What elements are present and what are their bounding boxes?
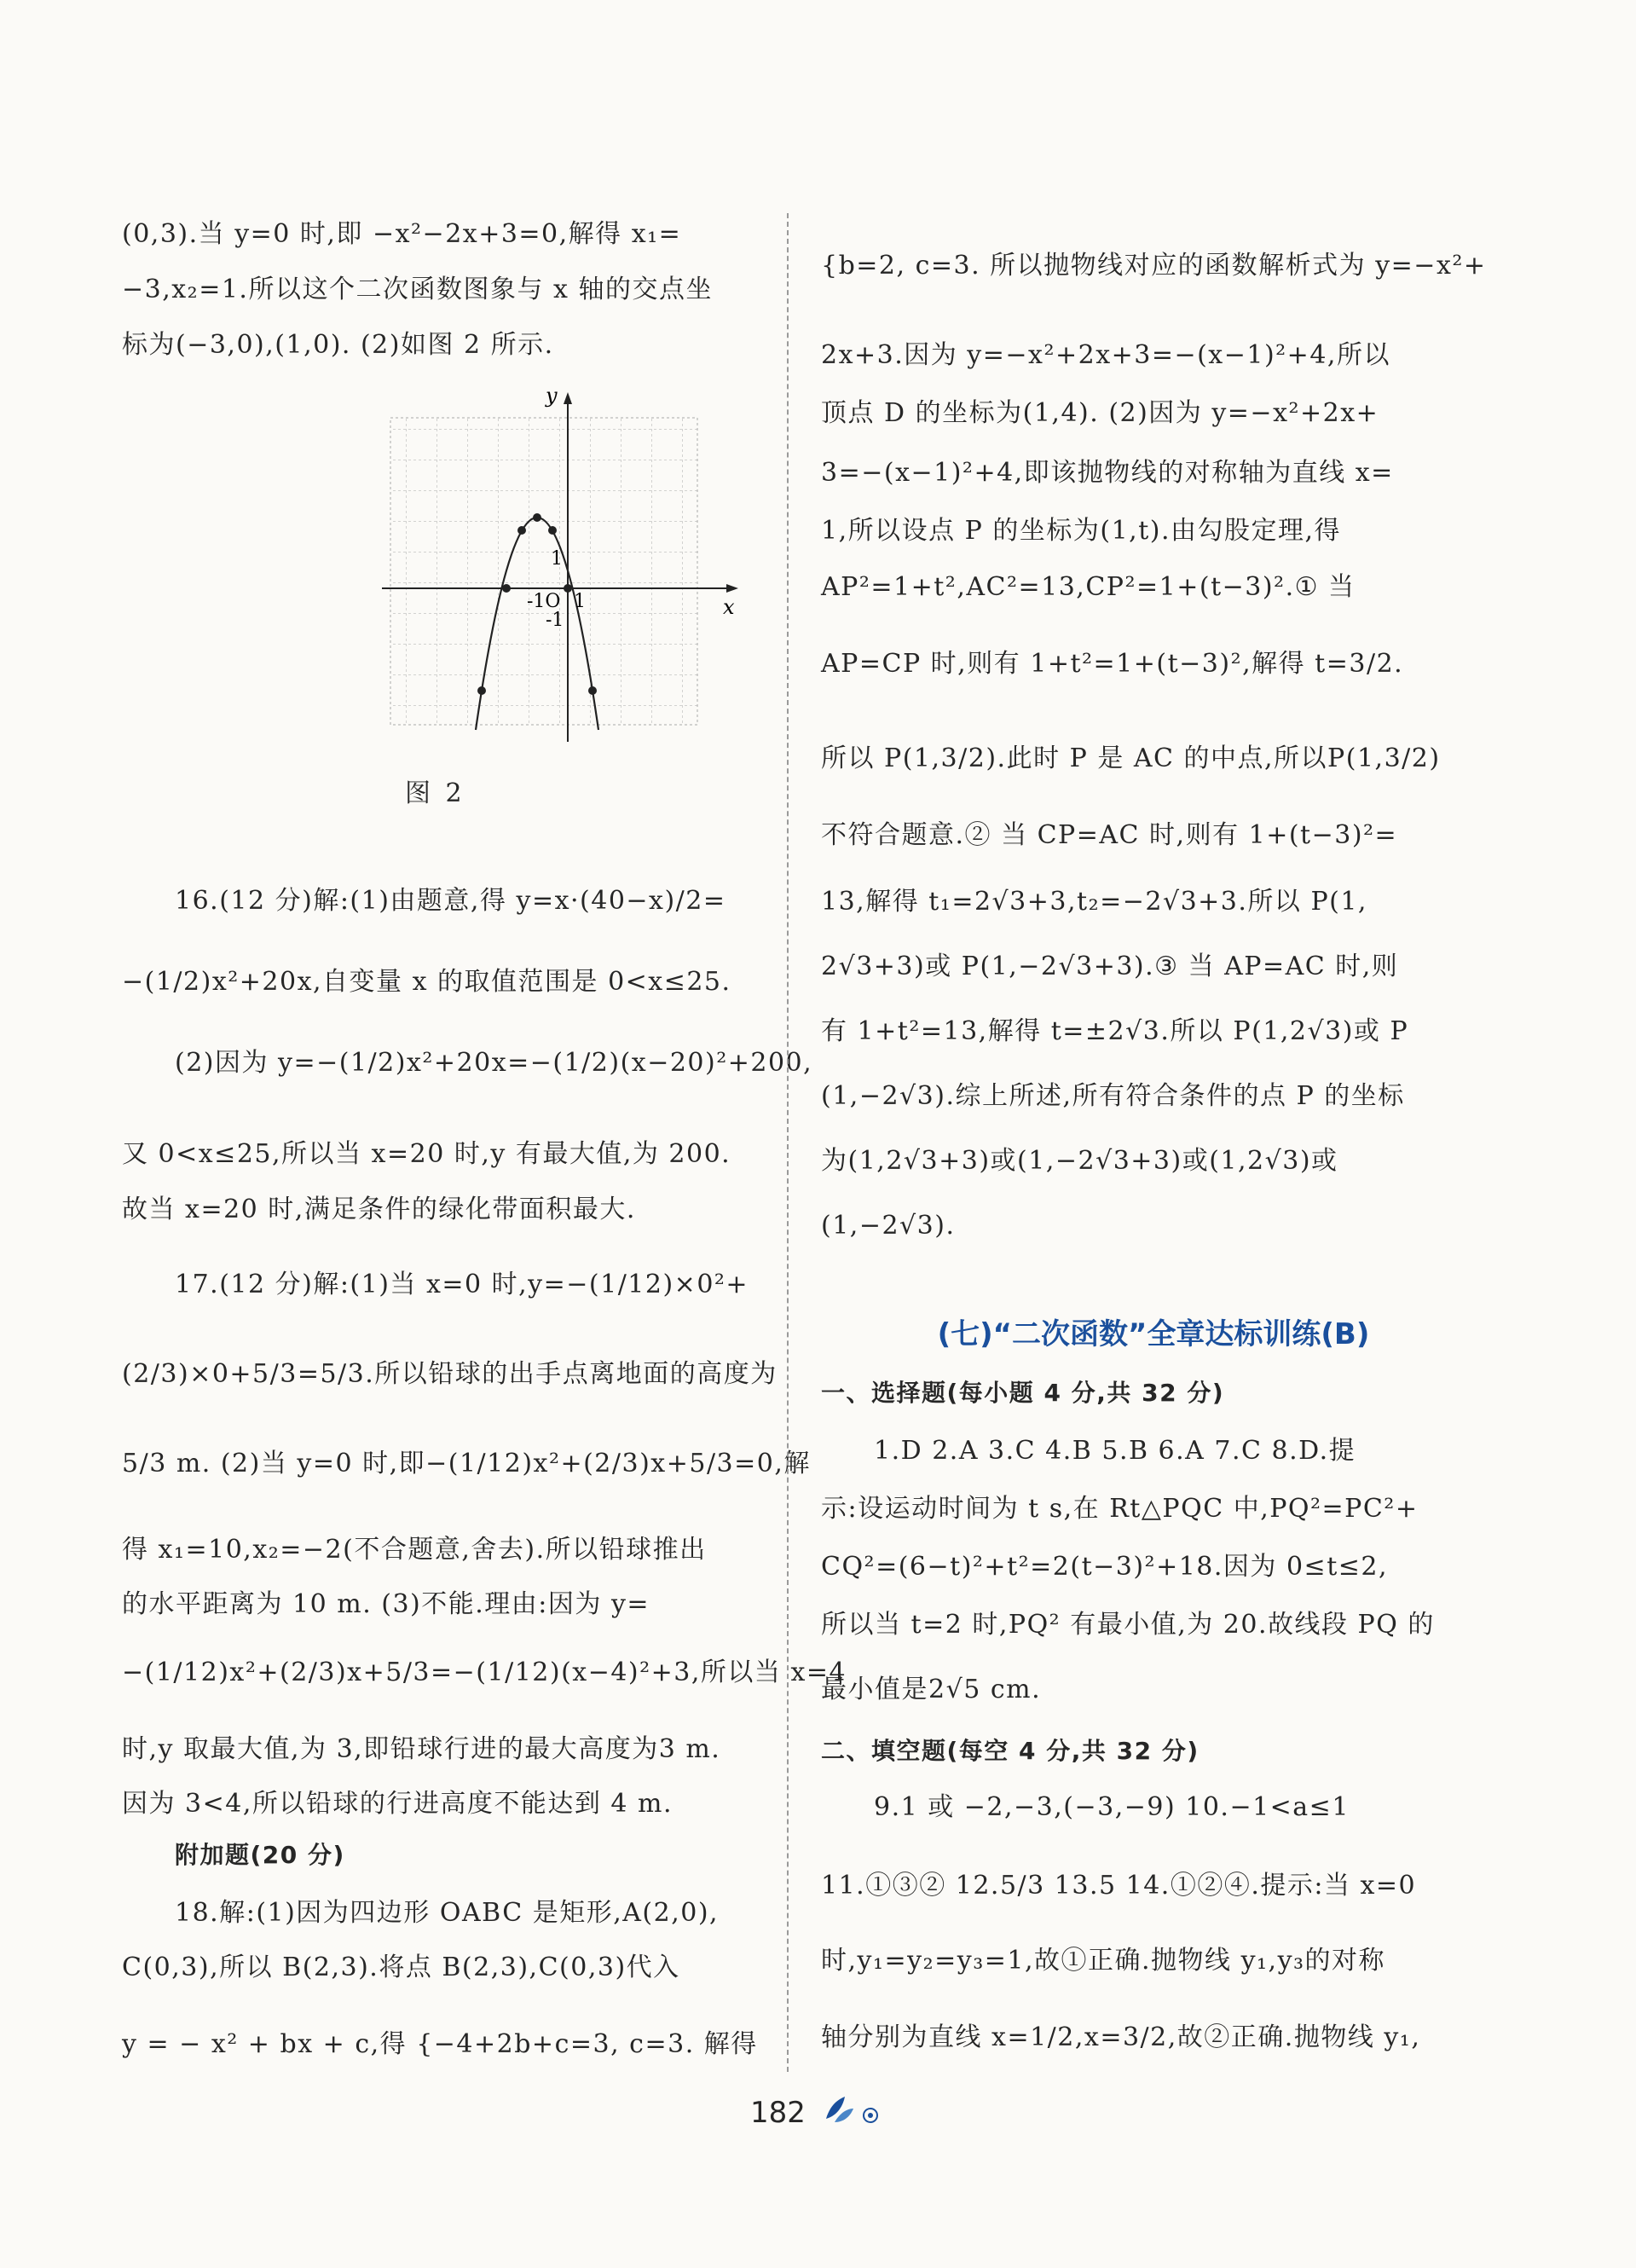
x-tick-label: 1 [574, 591, 586, 612]
section-heading: 二、填空题(每空 4 分,共 32 分) [821, 1737, 1200, 1765]
left-column [122, 0, 847, 2268]
text-line: 2√3+3)或 P(1,−2√3+3).③ 当 AP=AC 时,则 [821, 952, 1399, 981]
text-line: 为(1,2√3+3)或(1,−2√3+3)或(1,2√3)或 [821, 1146, 1338, 1176]
text-line: y = − x² + bx + c,得 {−4+2b+c=3, c=3. 解得 [122, 2029, 758, 2059]
text-line: 1,所以设点 P 的坐标为(1,t).由勾股定理,得 [821, 516, 1342, 546]
text-line: 时,y 取最大值,为 3,即铅球行进的最大高度为3 m. [122, 1734, 721, 1764]
text-line: 2x+3.因为 y=−x²+2x+3=−(x−1)²+4,所以 [821, 340, 1390, 370]
curve-point [502, 584, 511, 593]
y-tick-label: -1 [546, 610, 564, 631]
text-line: 17.(12 分)解:(1)当 x=0 时,y=−(1/12)×0²+ [175, 1270, 749, 1299]
text-line: AP=CP 时,则有 1+t²=1+(t−3)²,解得 t=3/2. [821, 649, 1404, 679]
text-line: 时,y₁=y₂=y₃=1,故①正确.抛物线 y₁,y₃的对称 [821, 1946, 1386, 1976]
text-line: −(1/2)x²+20x,自变量 x 的取值范围是 0<x≤25. [122, 967, 731, 997]
text-line: 13,解得 t₁=2√3+3,t₂=−2√3+3.所以 P(1, [821, 887, 1367, 917]
page-number: 182 [750, 2096, 806, 2130]
text-line: 9.1 或 −2,−3,(−3,−9) 10.−1<a≤1 [874, 1792, 1350, 1822]
text-line: (1,−2√3).综上所述,所有符合条件的点 P 的坐标 [821, 1081, 1405, 1111]
y-axis-arrow-icon [564, 392, 572, 404]
text-line: 11.①③② 12.5/3 13.5 14.①②④.提示:当 x=0 [821, 1871, 1417, 1901]
text-line: 最小值是2√5 cm. [821, 1675, 1042, 1704]
text-line: 得 x₁=10,x₂=−2(不合题意,舍去).所以铅球推出 [122, 1535, 707, 1565]
text-line: 顶点 D 的坐标为(1,4). (2)因为 y=−x²+2x+ [821, 398, 1379, 428]
text-line: 18.解:(1)因为四边形 OABC 是矩形,A(2,0), [175, 1898, 720, 1928]
text-line: 的水平距离为 10 m. (3)不能.理由:因为 y= [122, 1589, 650, 1619]
text-line: −(1/12)x²+(2/3)x+5/3=−(1/12)(x−4)²+3,所以当 x=4 [122, 1658, 847, 1687]
text-line: 不符合题意.② 当 CP=AC 时,则有 1+(t−3)²= [821, 820, 1398, 850]
parabola-figure [271, 384, 749, 759]
text-line: 有 1+t²=13,解得 t=±2√3.所以 P(1,2√3)或 P [821, 1016, 1409, 1046]
text-line: 16.(12 分)解:(1)由题意,得 y=x·(40−x)/2= [175, 886, 726, 916]
text-line: 因为 3<4,所以铅球的行进高度不能达到 4 m. [122, 1789, 673, 1819]
text-line: 5/3 m. (2)当 y=0 时,即−(1/12)x²+(2/3)x+5/3=0,解 [122, 1449, 811, 1478]
text-line: (2)因为 y=−(1/2)x²+20x=−(1/2)(x−20)²+200, [175, 1048, 813, 1078]
text-line: (1,−2√3). [821, 1211, 956, 1241]
grid [390, 418, 697, 725]
y-tick-label: 1 [551, 548, 563, 570]
curve-point [477, 686, 486, 695]
text-line: 所以当 t=2 时,PQ² 有最小值,为 20.故线段 PQ 的 [821, 1610, 1435, 1640]
section-title: (七)“二次函数”全章达标训练(B) [937, 1317, 1370, 1351]
text-line: 轴分别为直线 x=1/2,x=3/2,故②正确.抛物线 y₁, [821, 2022, 1421, 2052]
section-heading: 一、选择题(每小题 4 分,共 32 分) [821, 1379, 1225, 1407]
text-line: CQ²=(6−t)²+t²=2(t−3)²+18.因为 0≤t≤2, [821, 1552, 1389, 1582]
y-axis-label: y [546, 384, 558, 408]
right-column [821, 0, 1486, 2268]
leaf-logo-icon [823, 2093, 891, 2127]
text-line: −3,x₂=1.所以这个二次函数图象与 x 轴的交点坐 [122, 275, 713, 304]
curve-point [588, 686, 597, 695]
text-line: 故当 x=20 时,满足条件的绿化带面积最大. [122, 1195, 636, 1224]
column-divider [787, 213, 789, 2072]
x-axis-label: x [723, 595, 735, 619]
text-line: C(0,3),所以 B(2,3).将点 B(2,3),C(0,3)代入 [122, 1953, 680, 1982]
text-line: 1.D 2.A 3.C 4.B 5.B 6.A 7.C 8.D.提 [874, 1436, 1356, 1466]
x-axis-arrow-icon [726, 584, 738, 593]
figure-caption: 图 2 [405, 778, 465, 808]
text-line: AP²=1+t²,AC²=13,CP²=1+(t−3)².① 当 [821, 572, 1356, 602]
curve-point [533, 513, 541, 522]
text-line: 所以 P(1,3/2).此时 P 是 AC 的中点,所以P(1,3/2) [821, 743, 1441, 773]
text-line: 3=−(x−1)²+4,即该抛物线的对称轴为直线 x= [821, 458, 1394, 488]
section-heading: 附加题(20 分) [175, 1841, 345, 1869]
text-line: (0,3).当 y=0 时,即 −x²−2x+3=0,解得 x₁= [122, 219, 682, 249]
text-line: {b=2, c=3. 所以抛物线对应的函数解析式为 y=−x²+ [821, 251, 1487, 281]
text-line: 标为(−3,0),(1,0). (2)如图 2 所示. [122, 330, 554, 360]
text-line: 又 0<x≤25,所以当 x=20 时,y 有最大值,为 200. [122, 1139, 731, 1169]
text-line: 示:设运动时间为 t s,在 Rt△PQC 中,PQ²=PC²+ [821, 1494, 1419, 1524]
curve-point [548, 526, 557, 535]
curve-point [564, 584, 572, 593]
curve-point [517, 526, 526, 535]
text-line: (2/3)×0+5/3=5/3.所以铅球的出手点离地面的高度为 [122, 1359, 778, 1389]
origin-label: -1O [527, 591, 561, 612]
